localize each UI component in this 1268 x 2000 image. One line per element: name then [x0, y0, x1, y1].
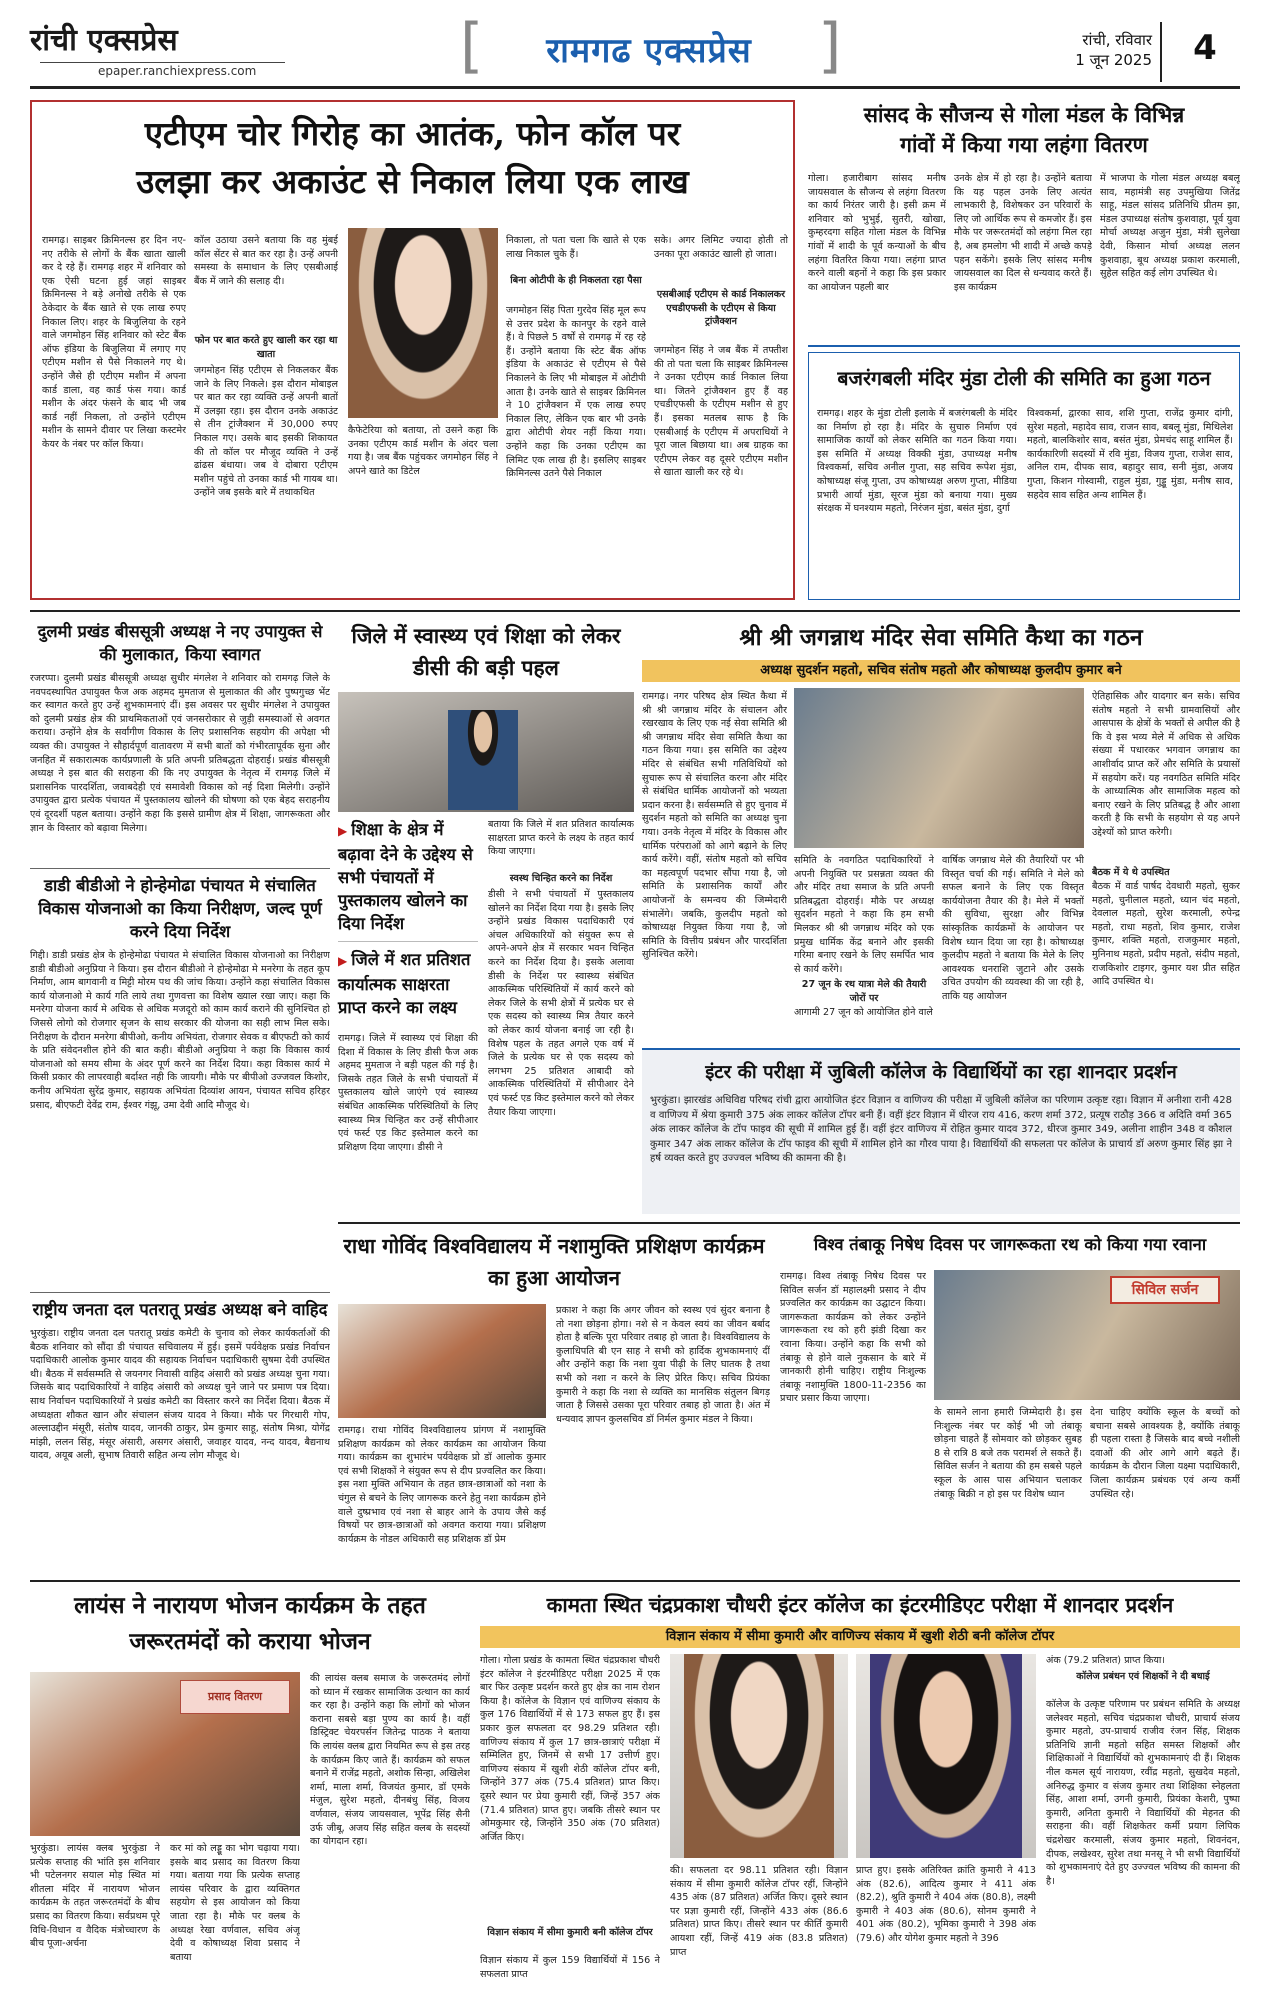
kamta-col-1-text: गोला। गोला प्रखंड के कामता स्थित चंद्रप्रकाश चौधरी इंटर कॉलेज ने इंटरमीडिएट परीक्षा 2025 में एक बार फिर उत्कृष्ट प्रदर्शन करते हुए क्षेत्र का नाम रोशन किया है। कॉलेज के विज्ञान एवं वाणिज्य संकाय के कुल 176 विद्यार्थियों में से 173 सफल हुए हैं। इस प्रकार कुल सफलता दर 98.29 प्रतिशत रही। वाणिज्य संकाय में कुल 17 छात्र-छात्राएं परीक्षा में सम्मिलित हुए, जिनमें से सभी 17 उत्तीर्ण हुए। वाणिज्य संकाय में खुशी शेठी कॉलेज टॉपर बनी, जिन्होंने 377 अंक (75.4 प्रतिशत) प्राप्त किए। दूसरे स्थान पर प्रेया कुमारी रहीं, जिन्हें 357 अंक (71.4 प्रतिशत) प्राप्त हुए। जबकि तीसरे स्थान पर ओमकुमार रहे, जिन्होंने 350 अंक (70 प्रतिशत) अर्जित किए। — [480, 1655, 660, 1843]
jagannath-col-4 — [1092, 690, 1240, 1034]
masthead-rule — [30, 86, 1240, 89]
masthead-left — [30, 18, 275, 59]
atm-headline-1: एटीएम चोर गिरोह का आतंक, फोन कॉल पर — [144, 114, 681, 153]
health-col-2 — [488, 818, 634, 1214]
atm-col-1: रामगढ़। साइबर क्रिमिनल्स हर दिन नए-नए तरीके से लोगों के बैंक खाता खाली कर दे रहे हैं। रामगढ़ शहर में शनिवार को एक ऐसी घटना हुई जहां साइबर क्रिमिनल्स ने बड़े अनोखे तरीके से एक ठेकेदार के बैंक खाते से एक लाख रुपए निकाल लिए। शहर के बिजुलिया के रहने वाले जगमोहन सिंह शनिवार को स्टेट बैंक ऑफ इंडिया के बिजुलिया में लगाए गए एटीएम मशीन से पैसे निकालने गए थे। उन्होंने जैसे ही एटीएम मशीन में अपना कार्ड डाला, वह कार्ड फंस गया। कार्ड मशीन के अंदर फंसने के बाद भी जब कार्ड नहीं निकला, तो उन्होंने एटीएम मशीन के सामने दीवार पर लिखा कस्टमेर केयर के नंबर पर कॉल किया। — [42, 235, 186, 450]
jagannath-headline: श्री श्री जगन्नाथ मंदिर सेवा समिति कैथा का गठन — [739, 624, 1143, 651]
photo-person — [448, 710, 518, 810]
tobacco-col-1: रामगढ़। विश्व तंबाकू निषेध दिवस पर सिविल सर्जन डॉ महालक्ष्मी प्रसाद ने दीप प्रज्वलित कर कार्यक्रम का उद्घाटन किया। जागरूकता कार्यक्रम को लेकर उन्होंने जागरूकता रथ को हरी झंडी दिखा कर रवाना किया। उन्होंने कहा कि सभी को तंबाकू से होने वाले नुकसान के बारे में जानकारी होनी चाहिए। राष्ट्रीय निःशुल्क तंबाकू नशामुक्ति 1800-11-2356 का प्रचार प्रसार किया जाएगा। — [780, 1271, 926, 1405]
row-rule-1 — [30, 610, 1240, 612]
jagannath-col-4-text: ऐतिहासिक और यादगार बन सके। सचिव संतोष महतो ने सभी ग्रामवासियों और आसपास के क्षेत्रों के भक्तों से अपील की है कि वे इस भव्य मेले में अधिक से अधिक संख्या में पधारकर भगवान जगन्नाथ का आशीर्वाद प्राप्त करें और समिति के प्रयासों में सहयोग करें। यह नवगठित समिति मंदिर के आध्यात्मिक और सामाजिक महत्व को बनाए रखने के लिए प्रतिबद्ध है और आशा करती है कि सभी के सहयोग से यह अपने उद्देश्यों को प्राप्त करेगी। — [1092, 691, 1240, 838]
atm-col-4-subhead: एसबीआई एटीएम से कार्ड निकालकर एचडीएफसी के एटीएम से किया ट्रांजैक्शन — [656, 289, 786, 328]
atm-col-4-text: सके। अगर लिमिट ज्यादा होती तो उनका पूरा अकाउंट खाली हो जाता। — [654, 235, 788, 260]
jubilee-article — [642, 1048, 1240, 1214]
health-article — [338, 620, 634, 1216]
row-rule-3 — [30, 1580, 1240, 1582]
photo-seema-kumari — [670, 1654, 848, 1858]
daadi-article — [30, 874, 330, 1294]
atm-col-4 — [654, 234, 788, 592]
kamta-subhead: विज्ञान संकाय में सीमा कुमारी और वाणिज्य संकाय में खुशी शेठी बनी कॉलेज टॉपर — [480, 1626, 1240, 1648]
kamta-headline: कामता स्थित चंद्रप्रकाश चौधरी इंटर कॉलेज का इंटरमीडिएट परीक्षा में शानदार प्रदर्शन — [546, 1593, 1174, 1617]
radha-headline: राधा गोविंद विश्वविद्यालय में नशामुक्ति प्रशिक्षण कार्यक्रम का हुआ आयोजन — [343, 1234, 765, 1290]
jagannath-col-2-subhead: 27 जून के रथ यात्रा मेले की तैयारी जोरों पर — [801, 979, 927, 1004]
left-bracket: [ — [460, 11, 484, 81]
atm-col-4-text-b: जगमोहन सिंह ने जब बैंक में तफ्तीश की तो पता चला कि साइबर क्रिमिनल्स ने उनका एटीएम कार्ड निकाल लिया था। जितने ट्रांजैक्शन हुए हैं वह एचडीएफसी के एटीएम मशीन से हुए हैं। इसका मतलब साफ है कि एसबीआई के एटीएम में अपराधियों ने पूरा जाल बिछाया था। अब ग्राहक का एटीएम लेकर वह दूसरे एटीएम मशीन से खाता खाली कर रहे थे। — [654, 345, 788, 479]
health-headline: जिले में स्वास्थ्य एवं शिक्षा को लेकर डीसी की बड़ी पहल — [351, 623, 621, 680]
lehenga-headline-2: गांवों में किया गया लहंगा वितरण — [900, 132, 1148, 157]
kamta-col-3: प्राप्त हुए। इसके अतिरिक्त क्रांति कुमारी ने 413 अंक (82.6), आदित्य कुमार ने 411 अंक (82.2), श्रुति कुमारी ने 404 अंक (80.8), लक्ष्मी कुमारी ने 403 अंक (80.6), सोनम कुमारी ने 401 अंक (80.2), भूमिका कुमारी ने 398 अंक (79.6) और योगेश कुमार महतो ने 396 — [856, 1865, 1036, 1944]
photo-food-distribution — [30, 1672, 300, 1836]
kamta-col-2: की। सफलता दर 98.11 प्रतिशत रही। विज्ञान संकाय में सीमा कुमारी कॉलेज टॉपर रहीं, जिन्होंने 435 अंक (87 प्रतिशत) अर्जित किए। दूसरे स्थान पर प्रज्ञा कुमारी रहीं, जिन्होंने 433 अंक (86.6 प्रतिशत) प्राप्त किए। तीसरे स्थान पर कीर्ति कुमारी आयशा रहीं, जिन्हें 419 अंक (83.8 प्रतिशत) प्राप्त — [670, 1865, 848, 1958]
lehenga-headline-1: सांसद के सौजन्य से गोला मंडल के विभिन्न — [863, 102, 1185, 127]
health-bullet-2-text: जिले में शत प्रतिशत कार्यात्मक साक्षरता प्राप्त करने का लक्ष्य — [338, 950, 471, 1017]
lehenga-col-1: गोला। हजारीबाग सांसद मनीष जायसवाल के सौजन्य से लहंगा वितरण का कार्य निरंतर जारी है। इसी क्रम में शनिवार को भुभुई, सुतरी, खोखा, कुम्हरदगा सहित गोला मंडल के विभिन्न गांवों में शादी के पूर्व कन्याओं के बीच लहंगा वितरित किया गया। लहंगा प्राप्त करने वाली बहनों ने कहा कि इस प्रकार का आयोजन पहली बार — [808, 173, 946, 293]
radha-col-2: प्रकाश ने कहा कि अगर जीवन को स्वस्थ एवं सुंदर बनाना है तो नशा छोड़ना होगा। नशे से न केवल स्वयं का जीवन बर्बाद होता है बल्कि पूरा परिवार तबाह हो जाता है। विश्वविद्यालय के कुलाधिपति बी एन साह ने सभी को हार्दिक शुभकामनाएं दीं और उन्होंने कहा कि नशा युवा पीढ़ी के लिए घातक है तथा सभी को नशा न करने के लिए प्रेरित किए। सचिव प्रियंका कुमारी ने कहा कि नशा से व्यक्ति का मानसिक संतुलन बिगड़ जाता है जिससे उसका पूरा परिवार तबाह हो जाता है। अंत में धन्यवाद ज्ञापन कुलसचिव डॉ निर्मल कुमार मंडल ने किया। — [556, 1305, 770, 1425]
divider — [808, 345, 1240, 347]
photo-khushi-sethi — [856, 1654, 1036, 1858]
city-day: रांची, रविवार — [1082, 31, 1152, 49]
photo-victim — [348, 228, 498, 418]
rjd-article — [30, 1298, 330, 1574]
portrait — [684, 1654, 834, 1858]
bajrangbali-col-1: रामगढ़। शहर के मुंडा टोली इलाके में बजरंगबली के मंदिर का निर्माण हो रहा है। मंदिर के सुचारु निर्माण एवं सामाजिक कार्यों को लेकर समिति का गठन किया गया। इस समिति में अध्यक्ष विक्की मुंडा, उपाध्यक्ष मनीष विश्वकर्मा, सचिव अनील गुप्ता, सह सचिव रूपेश मुंडा, कोषाध्यक्ष संजू गुप्ता, उप कोषाध्यक्ष अरुण गुप्ता, मीडिया प्रभारी आर्या मुंडा, सूरज मुंडा को बनाया गया। मुख्य संरक्षक में घनश्याम महतो, निरंजन मुंडा, बसंत मुंडा, दुर्गा — [817, 408, 1017, 515]
page-number: 4 — [1193, 28, 1217, 68]
atm-col-3-text-b: जगमोहन सिंह पिता गुरदेव सिंह मूल रूप से उत्तर प्रदेश के कानपुर के रहने वाले हैं। वे पिछले 5 वर्षों से रामगढ़ में रह रहे हैं। उन्होंने बताया कि स्टेट बैंक ऑफ इंडिया के अकाउंट से एटीएम से पैसे निकालने के लिए भी मोबाइल में ओटीपी आता है। उनके खाते से साइबर क्रिमिनल ने 10 ट्रांजैक्शन में एक लाख रुपए निकाल लिए, लेकिन एक बार भी उनके द्वारा ओटीपी शेयर नहीं किया गया। उन्होंने कहा कि उनका एटीएम का लिमिट एक लाख ही है। इसलिए साइबर क्रिमिनल्स उतने पैसे निकाल — [506, 305, 646, 480]
atm-photo-caption-text: कैफेटेरिया को बताया, तो उसने कहा कि उनका एटीएम कार्ड मशीन के अंदर चला गया है। जब बैंक पहुंचकर जगमोहन सिंह ने अपने खाते का डिटेल — [348, 425, 498, 477]
kamta-col-4-text-b: कॉलेज के उत्कृष्ट परिणाम पर प्रबंधन समिति के अध्यक्ष जलेश्वर महतो, सचिव चंद्रप्रकाश चौधरी, प्राचार्य संजय कुमार महतो, उप-प्राचार्य राजीव रंजन सिंह, शिक्षक प्रतिनिधि ज्ञानी महतो सहित समस्त शिक्षकों और शिक्षिकाओं ने विद्यार्थियों को शुभकामनाएं दी हैं। शिक्षक नील कमल सूर्य नारायण, रवींद्र महतो, सुखदेव महतो, अनिरुद्ध कुमार व संजय कुमार तथा शिक्षिका स्नेहलता सिंह, आशा शर्मा, उगनी कुमारी, प्रियंका केशरी, पुष्पा कुमारी, अनिता कुमारी ने विद्यार्थियों की मेहनत की सराहना की। वहीं शिक्षकेतर कर्मी प्रयाग लिपिक चंद्रशेखर करमाली, संजय कुमार महतो, शिवनंदन, दीपक, लखेश्वर, सुरेश तथा मनसू ने भी सभी विद्यार्थियों को शुभकामनाएं देते हुए उज्ज्वल भविष्य की कामना की है। — [1046, 1699, 1240, 1887]
lions-headline: लायंस ने नारायण भोजन कार्यक्रम के तहत जरूरतमंदों को कराया भोजन — [74, 1592, 426, 1655]
edition-title: रामगढ एक्सप्रेस — [546, 31, 752, 71]
jagannath-col-4-subhead: बैठक में ये थे उपस्थित — [1092, 867, 1170, 878]
daadi-headline: डाडी बीडीओ ने होन्हेमोढा पंचायत मे संचालित विकास योजनाओ का किया निरीक्षण, जल्द पूर्ण करने दिया निर्देश — [38, 876, 322, 941]
tobacco-col-3: देना चाहिए क्योंकि स्कूल के बच्चों को बचाना सबसे आवश्यक है, क्योंकि तंबाकू ही पहला रास्ता है जिसके बाद बच्चे नशीली दवाओं की ओर आगे आगे बढ़ते हैं। कार्यक्रम के दौरान जिला यक्ष्मा पदाधिकारी, जिला कार्यक्रम प्रबंधक एवं अन्य कर्मी उपस्थित रहे। — [1090, 1407, 1240, 1500]
atm-col-2-text-b: जगमोहन सिंह एटीएम से निकलकर बैंक जाने के लिए निकले। इस दौरान मोबाइल पर बात कर रहा व्यक्ति उन्हें अपनी बातों में उलझा रहा। इस दौरान उनके अकाउंट से तीन ट्रांजैक्शन में 30,000 रुपए निकाल गए। उसके बाद इसकी शिकायत की तो कॉल पर मौजूद व्यक्ति ने उन्हें ढांढस बंधाया। जब वे दोबारा एटीएम मशीन पहुंचे तो उनका कार्ड भी गायब था। उन्होंने जब इसके बारे में तथाकथित — [194, 365, 338, 499]
bajrangbali-col-2: विश्वकर्मा, द्वारका साव, शशि गुप्ता, राजेंद्र कुमार दांगी, सुरेश महतो, महादेव साव, राजन साव, बबलू मुंडा, मिथिलेश महतो, बालकिशोर साव, बसंत मुंडा, प्रेमचंद साहू शामिल हैं। कार्यकारिणी सदस्यों में रवि मुंडा, विजय गुप्ता, राजेश साव, अनिल राम, दीपक साव, बहादुर साव, सनी मुंडा, अजय गुप्ता, किशन गोस्वामी, राहुल मुंडा, गुड्डू मुंडा, मनीष साव, सहदेव साव सहित अन्य शामिल हैं। — [1027, 408, 1233, 501]
photo-dc-office — [338, 692, 634, 812]
rjd-body: भुरकुंडा। राष्ट्रीय जनता दल पतरातू प्रखंड कमेटी के चुनाव को लेकर कार्यकर्ताओं की बैठक शनिवार को सौंदा डी पंचायत सचिवालय में हुई। इसमें पर्यवेक्षक प्रखंड निर्वाचन पदाधिकारी आलोक कुमार यादव की सहायक निर्वाचन पदाधिकारी सुषमा देवी उपस्थित थी। बैठक में सर्वसम्मति से जयनगर निवासी वाहिद अंसारी को प्रखंड अध्यक्ष चुना गया। जिसके बाद पदाधिकारियों ने वाहिद अंसारी को अध्यक्ष चुने जाने पर प्रमाण पत्र दिया। साथ निर्वाचन पदाधिकारियों ने प्रखंड कमेटी का विस्तार करने का निर्देश दिया। बैठक में अध्यक्षता शौकत खान और संचालन संजय यादव ने किया। मौके पर गिरधारी गोप, अल्लाउद्दीन मंसूरी, संतोष यादव, जानकी ठाकुर, प्रेम कुमार साहू, संतोष मिश्रा, योगेंद्र मांझी, ललन सिंह, मंसूर अंसारी, असगर अंसारी, जवाहर यादव, नन्द यादव, बैद्यनाथ यादव, अयूब अली, सुभाष तिवारी सहित अन्य लोग मौजूद थे। — [30, 1328, 330, 1462]
atm-col-2-text: कॉल उठाया उसने बताया कि वह मुंबई कॉल सेंटर से बात कर रहा है। उन्हें अपनी समस्या के समाधान के लिए एसबीआई बैंक में जाने की सलाह दी। — [194, 235, 338, 287]
divider — [30, 868, 330, 869]
jagannath-col-2 — [794, 854, 934, 1034]
atm-col-3-subhead: बिना ओटीपी के ही निकलता रहा पैसा — [510, 275, 642, 286]
radha-article — [338, 1230, 770, 1574]
jagannath-col-2-text: समिति के नवगठित पदाधिकारियों ने अपनी नियुक्ति पर प्रसन्नता व्यक्त की और मंदिर तथा समाज के प्रति अपनी प्रतिबद्धता दोहराई। मौके पर अध्यक्ष सुदर्शन महतो ने कहा कि हम सभी मिलकर श्री श्री जगन्नाथ मंदिर को एक प्रमुख धार्मिक केंद्र बनाने और इसकी गरिमा बनाए रखने के लिए समर्पित भाव से कार्य करेंगे। — [794, 855, 934, 975]
photo-sign: प्रसाद वितरण — [180, 1680, 290, 1714]
masthead-date — [1010, 30, 1152, 70]
paper-name: रांची एक्सप्रेस — [30, 23, 178, 58]
atm-headline-2: उलझा कर अकाउंट से निकाल लिया एक लाख — [136, 162, 689, 201]
bajrangbali-headline: बजरंगबली मंदिर मुंडा टोली की समिति का हुआ गठन — [837, 367, 1211, 390]
jubilee-body: भुरकुंडा। झारखंड अधिविद्य परिषद रांची द्वारा आयोजित इंटर विज्ञान व वाणिज्य की परीक्षा में जुबिली कॉलेज का परिणाम उत्कृष्ट रहा। विज्ञान में अनीशा रानी 428 व वाणिज्य में श्रेया कुमारी 375 अंक लाकर कॉलेज टॉपर बनी हैं। वहीं इंटर विज्ञान में धीरज राय 416, करण शर्मा 372, प्रत्यूष राठौड़ 366 व अदिति वर्मा 365 अंक लाकर कॉलेज के टॉप फाइव की सूची में शामिल हुई हैं। वहीं इंटर वाणिज्य में रोहित कुमार यादव 372, धीरज कुमार 349, अलीना शाहीन 348 व कौशल कुमार 347 अंक लाकर कॉलेज के टॉप फाइव की सूची में शामिल होने का गौरव पाया है। विद्यार्थियों की सफलता पर कॉलेज के प्राचार्य डॉ अरुण कुमार सिंह झा ने हर्ष व्यक्त करते हुए उज्ज्वल भविष्य की कामना की है। — [650, 1095, 1232, 1164]
tobacco-article — [780, 1230, 1240, 1574]
kamta-col-1-subhead: विज्ञान संकाय में सीमा कुमारी बनी कॉलेज टॉपर — [487, 1927, 653, 1938]
jagannath-col-3: वार्षिक जगन्नाथ मेले की तैयारियों पर भी विस्तृत चर्चा की गई। समिति ने मेले को सफल बनाने के लिए एक विस्तृत कार्ययोजना तैयार की है। मेले में भक्तों की सुविधा, सुरक्षा और विभिन्न सांस्कृतिक कार्यक्रमों के आयोजन पर विशेष ध्यान दिया जा रहा है। कोषाध्यक्ष कुलदीप महतो ने बताया कि मेले के लिए आवश्यक धनराशि जुटाने और उसके उचित उपयोग की व्यवस्था की जा रही है, ताकि यह आयोजन — [942, 855, 1084, 1002]
kamta-col-4 — [1046, 1654, 1240, 1988]
daadi-body: गिद्दी। डाडी प्रखंड क्षेत्र के होन्हेमोढा पंचायत मे संचालित विकास योजनाओ का निरीक्षण डाडी बीडीओ अनुप्रिया ने किया। इस दौरान बीडीओ ने होन्हेमोढा मे मनरेगा के तहत कूप निर्माण, आम बागवानी व मिट्टी मोरम पथ की जांच किया। उन्होंने कहा संचालित विकास कार्य योजनाओ मे कार्य गति लाये तथा गुणवत्ता का विशेष ख्याल रखा जाए। कहा कि मनरेगा योजना कार्य मे अधिक से अधिक मजदूरो को काम कार्य कराने की सुनिश्चित हो जिससे लोगो को रोजगार सृजन के साथ सरकार की योजना का सही लाभ मिल सके। निरीक्षण के दौरान मनरेगा बीपीओ, कनीय अभियंता, रोजगार सेवक व बीएफटी को कार्य के प्रति संवेदनशील होने की बात कही। बीडीओ अनुप्रिया ने कहा कि विकास कार्य योजनाओ को समय सीमा के अंदर पूर्ण करने का निर्देश दिया। कहा विकास कार्य मे किसी प्रकार की लापरवाही बर्दाश्त नही कि जायगी। मौके पर बीपीओ उज्जवल किशोर, कनीय अभियंता सुरेंद्र कुमार, सहायक अभियंता दिव्यांश आयन, पंचायत सचिव हरिहर प्रसाद, बीएफटी देवेंद्र राम, ईश्वर गंझू, उमा देवी आदि मौजूद थे। — [30, 950, 330, 1111]
row-rule-2 — [338, 1222, 1240, 1224]
right-bracket: ] — [818, 11, 842, 81]
issue-date: 1 जून 2025 — [1075, 51, 1152, 69]
photo-awareness-rally — [934, 1270, 1240, 1400]
kamta-col-1-text-b: विज्ञान संकाय में कुल 159 विद्यार्थियों में 156 ने सफलता प्राप्त — [480, 1955, 660, 1980]
bajrangbali-article — [808, 352, 1240, 600]
triangle-icon: ▶ — [338, 954, 348, 968]
rjd-headline: राष्ट्रीय जनता दल पतरातू प्रखंड अध्यक्ष बने वाहिद — [32, 1300, 328, 1319]
lions-col-2: कर मां को लड्डू का भोग चढ़ाया गया। इसके बाद प्रसाद का वितरण किया गया। बताया गया कि प्रत्येक सप्ताह लायंस परिवार के द्वारा व्यक्तिगत सहयोग से इस आयोजन को किया जाता रहा है। मौके पर क्लब के अध्यक्ष रेखा वर्णवाल, सचिव अंजू देवी व कोषाध्यक्ष शिवा प्रसाद ने बताया — [170, 1843, 300, 1963]
jagannath-subhead: अध्यक्ष सुदर्शन महतो, सचिव संतोष महतो और कोषाध्यक्ष कुलदीप कुमार बने — [642, 660, 1240, 682]
health-bullet-1 — [338, 818, 478, 942]
kamta-col-1 — [480, 1654, 660, 1988]
lions-col-1: भुरकुंडा। लायंस क्लब भुरकुंडा ने प्रत्येक सप्ताह की भांति इस शनिवार भी पटेलनगर सयाल मोड़ स्थित मां शीतला मंदिर में नारायण भोजन कार्यक्रम के तहत जरूरतमंदों के बीच प्रसाद का वितरण किया। सर्वप्रथम पूरे विधि-विधान व वैदिक मंत्रोच्चारण के बीच पूजा-अर्चना — [30, 1843, 160, 1950]
lions-article — [30, 1588, 470, 1988]
health-bullet-1-text: शिक्षा के क्षेत्र में बढ़ावा देने के उद्देश्य से सभी पंचायतों में पुस्तकालय खोलने का दिया निर्देश — [338, 820, 473, 933]
kamta-col-4-subhead: कॉलेज प्रबंधन एवं शिक्षकों ने दी बधाई — [1076, 1671, 1210, 1682]
lehenga-article — [808, 100, 1240, 340]
jubilee-headline: इंटर की परीक्षा में जुबिली कॉलेज के विद्यार्थियों का रहा शानदार प्रदर्शन — [705, 1062, 1177, 1083]
lehenga-col-2: उनके क्षेत्र में हो रहा है। उन्होंने बताया कि यह पहल उनके लिए अत्यंत लाभकारी है, विशेषकर उन परिवारों के लिए जो आर्थिक रूप से कमजोर हैं। इस मौके पर जरूरतमंदों को लहंगा मिल रहा है, अब हमलोग भी शादी में अच्छे कपड़े पहन सकेंगे। इसके लिए सांसद मनीष जायसवाल का दिल से धन्यवाद करते हैं। इस कार्यक्रम — [954, 173, 1092, 293]
photo-university-event — [338, 1304, 546, 1418]
jagannath-col-4-text-b: बैठक में वार्ड पार्षद देवधारी महतो, सुकर महतो, चुनीलाल महतो, ध्यान चंद महतो, देवलाल महतो, सुरेश करमाली, रुपेन्द्र महतो, राधा महतो, शिव कुमार, राजेश कुमार, शक्ति महतो, राजकुमार महतो, मुनिनाथ महतो, प्रदीप महतो, संदीप महतो, राजकिशोर टाइगर, कुमार यश प्रीत सहित आदि उपस्थित थे। — [1092, 881, 1240, 988]
jagannath-col-2-text-b: आगामी 27 जून को आयोजित होने वाले — [794, 1007, 933, 1018]
health-subhead: स्वस्थ चिन्हित करने का निर्देश — [509, 873, 613, 884]
radha-col-1: रामगढ़। राधा गोविंद विश्वविद्यालय प्रांगण में नशामुक्ति प्रशिक्षण कार्यक्रम को लेकर कार्यक्रम का आयोजन किया गया। कार्यक्रम का शुभारंभ पर्यवेक्षक प्रो डॉ आलोक कुमार एवं सभी शिक्षकों ने संयुक्त रूप से दीप प्रज्वलित कर किया। इस नशा मुक्ति अभियान के तहत छात्र-छात्राओं को नशा के चंगुल से बचने के लिए जागरूक करने हेतु नशा कार्यक्रम होने वाले दुष्प्रभाव एवं नशा से बाहर आने के उपाय जैसे कई विषयों पर छात्र-छात्राओं को अवगत कराया गया। प्रशिक्षण कार्यक्रम के नोडल अधिकारी सह प्रशिक्षक डॉ प्रेम — [338, 1425, 546, 1545]
atm-col-2-subhead: फोन पर बात करते हुए खाली कर रहा था खाता — [194, 335, 338, 360]
lions-col-3: की लायंस क्लब समाज के जरूरतमंद लोगों को ध्यान में रखकर सामाजिक उत्थान का कार्य कर रहा है। उन्होंने कहा कि लोगों को भोजन कराना सबसे बड़ा पुण्य का कार्य है। वहीं डिस्ट्रिक्ट चेयरपर्सन जितेन्द्र पाठक ने बताया कि लायंस क्लब द्वारा नियमित रूप से इस तरह के कार्यक्रम किए जाते हैं। कार्यक्रम को सफल बनाने में राजेंद्र महतो, अशोक सिन्हा, अखिलेश शर्मा, माला शर्मा, विजयंत कुमार, डॉ एमके मंजुल, सुरेश महतो, दीनबंधु सिंह, विजय वर्णवाल, संजय जायसवाल, भूपेंद्र सिंह सैनी उर्फ जीबू, अजय सिंह सहित क्लब के सदस्यों का योगदान रहा। — [310, 1673, 470, 1848]
jagannath-col-1: रामगढ़। नगर परिषद क्षेत्र स्थित कैथा में श्री श्री जगन्नाथ मंदिर के संचालन और रखरखाव के लिए एक नई सेवा समिति श्री श्री जगन्नाथ मंदिर सेवा समिति कैथा का गठन किया गया। इस समिति का उद्देश्य मंदिर से संबंधित सभी गतिविधियों को सुचारू रूप से संचालित करना और मंदिर से संबंधित धार्मिक आयोजनों को भव्यता प्रदान करना है। सर्वसम्मति से हुए चुनाव में सुदर्शन महतो को समिति का अध्यक्ष चुना गया। उनके नेतृत्व में मंदिर के विकास और धार्मिक परंपराओं को आगे बढ़ाने के लिए कार्य करेंगे। वहीं, संतोष महतो को सचिव का महत्वपूर्ण पदभार सौंपा गया है, जो समिति के प्रशासनिक कार्यों और आयोजनों के समन्वय की जिम्मेदारी संभालेंगे। जबकि, कुलदीप महतो को कोषाध्यक्ष नियुक्त किया गया है, जो समिति के वित्तीय प्रबंधन और पारदर्शिता सुनिश्चित करेंगे। — [642, 691, 787, 961]
health-bullet-2 — [338, 942, 478, 1019]
triangle-icon: ▶ — [338, 824, 348, 838]
dulmi-body: रजरप्पा। दुलमी प्रखंड बीससूत्री अध्यक्ष सुधीर मंगलेश ने शनिवार को रामगढ़ जिले के नवपदस्थापित उपायुक्त फैज अक अहमद मुमताज से मुलाकात की और पुष्पगुच्छ भेंट कर स्वागत करते हुए उन्हें शुभकामनाएं दीं। इस अवसर पर सुधीर मंगलेश ने उपायुक्त को दुलमी प्रखंड क्षेत्र की प्राथमिकताओं एवं जनसरोकार से जुड़ी समस्याओं से अवगत कराया। उन्होंने क्षेत्र के सर्वांगीण विकास के लिए प्रशासनिक सहयोग की अपेक्षा भी व्यक्त की। उपायुक्त ने सौहार्दपूर्ण वातावरण में सभी बातों को गंभीरतापूर्वक सुना और जनहित में सकारात्मक कार्यप्रणाली के प्रति अपनी प्रतिबद्धता दोहराई। प्रखंड बीससूत्री अध्यक्ष ने इस बात की सराहना की कि नए उपायुक्त के नेतृत्व में रामगढ़ जिले में प्रशासनिक पारदर्शिता, जवाबदेही एवं समावेशी विकास को नई दिशा मिलेगी। उन्होंने उपायुक्त द्वारा प्रत्येक पंचायत में पुस्तकालय खोलने की घोषणा को एक बेहद सराहनीय एवं दूरदर्शी पहल बताया। उन्होंने कहा कि इससे ग्रामीण क्षेत्र में शिक्षा, जागरूकता और ज्ञान के विस्तार को बढ़ावा मिलेगा। — [30, 673, 330, 834]
paper-url[interactable]: epaper.ranchiexpress.com — [98, 64, 257, 78]
health-bullets — [338, 818, 478, 1019]
atm-col-2 — [194, 234, 338, 592]
portrait — [870, 1654, 1022, 1858]
photo-committee — [794, 688, 1084, 848]
health-body-b: बताया कि जिले में शत प्रतिशत कार्यात्मक साक्षरता प्राप्त करने के लक्ष्य के तहत कार्य किया जाएगा। — [488, 819, 634, 858]
health-body-c: डीसी ने सभी पंचायतों में पुस्तकालय खोलने का निर्देश दिया गया है। इसके लिए उन्होंने प्रखंड विकास पदाधिकारी एवं अंचल अधिकारियों को संयुक्त रूप से अपने-अपने क्षेत्र में सरकार भवन चिन्हित करने का निर्देश दिया है। इसके अलावा डीसी के निर्देश पर स्वास्थ्य संबंधित आकस्मिक परिस्थितियों में कार्य करने को लेकर जिले के सभी क्षेत्रों में प्रत्येक घर से एक सदस्य को स्वास्थ्य मित्र तैयार करने को लेकर कार्य योजना बनाई जा रही है। विशेष पहल के तहत अगले एक वर्ष में जिले के प्रत्येक घर से एक सदस्य को लगभग 25 प्रतिशत आबादी को आकस्मिक परिस्थितियों में सीपीआर देने एवं फर्स्ट एड किट इस्तेमाल करने को लेकर तैयार किया जाएगा। — [488, 889, 634, 1118]
atm-col-3-text: निकाला, तो पता चला कि खाते से एक लाख निकाल चुके हैं। — [506, 235, 646, 260]
health-body-a: रामगढ़। जिले में स्वास्थ्य एवं शिक्षा की दिशा में विकास के लिए डीसी फैज अक अहमद मुमताज ने बड़ी पहल की गई है। जिसके तहत जिले के सभी पंचायतों में पुस्तकालय खोले जाएंगे एवं स्वास्थ्य संबंधित आकस्मिक परिस्थितियों के लिए स्वास्थ्य मित्र चिन्हित कर उन्हें सीपीआर एवं फर्स्ट एड किट इस्तेमाल करने का प्रशिक्षण दिया जाएगा। डीसी ने — [338, 1033, 478, 1153]
divider — [30, 1292, 330, 1293]
dulmi-headline: दुलमी प्रखंड बीससूत्री अध्यक्ष ने नए उपायुक्त से की मुलाकात, किया स्वागत — [37, 622, 323, 664]
dulmi-article — [30, 620, 330, 868]
lehenga-col-3: में भाजपा के गोला मंडल अध्यक्ष बबलू साव, महामंत्री सह उपमुखिया जितेंद्र साहू, मंडल सांसद प्रतिनिधि प्रीतम झा, मंडल उपाध्यक्ष संतोष कुशवाहा, पूर्व युवा मोर्चा अध्यक्ष अजुन मुंडा, मंत्री सुलेखा देवी, किसान मोर्चा अध्यक्ष ललन कुशवाहा, बूथ अध्यक्ष प्रकाश करमाली, सुहेल सहित कई लोग उपस्थित थे। — [1100, 173, 1240, 280]
tobacco-col-2: के सामने लाना हमारी जिम्मेदारी है। इस निःशुल्क नंबर पर कोई भी जो तंबाकू छोड़ना चाहते हैं सोमवार को छोड़कर सुबह 8 से रात्रि 8 बजे तक परामर्श ले सकते हैं। सिविल सर्जन ने बताया की हम सबसे पहले स्कूल के आस पास अभियान चलाकर तंबाकू बिक्री न हो इस पर विशेष ध्यान — [934, 1407, 1082, 1500]
kamta-article — [480, 1588, 1240, 1988]
tobacco-headline: विश्व तंबाकू निषेध दिवस पर जागरूकता रथ को किया गया रवाना — [813, 1235, 1207, 1254]
page-number-divider — [1160, 22, 1162, 82]
jagannath-article — [642, 620, 1240, 1040]
kamta-col-4-text: अंक (79.2 प्रतिशत) प्राप्त किया। — [1046, 1655, 1166, 1666]
atm-col-3 — [506, 234, 646, 592]
atm-article — [30, 100, 795, 600]
banner-sign: सिविल सर्जन — [1110, 1276, 1220, 1304]
